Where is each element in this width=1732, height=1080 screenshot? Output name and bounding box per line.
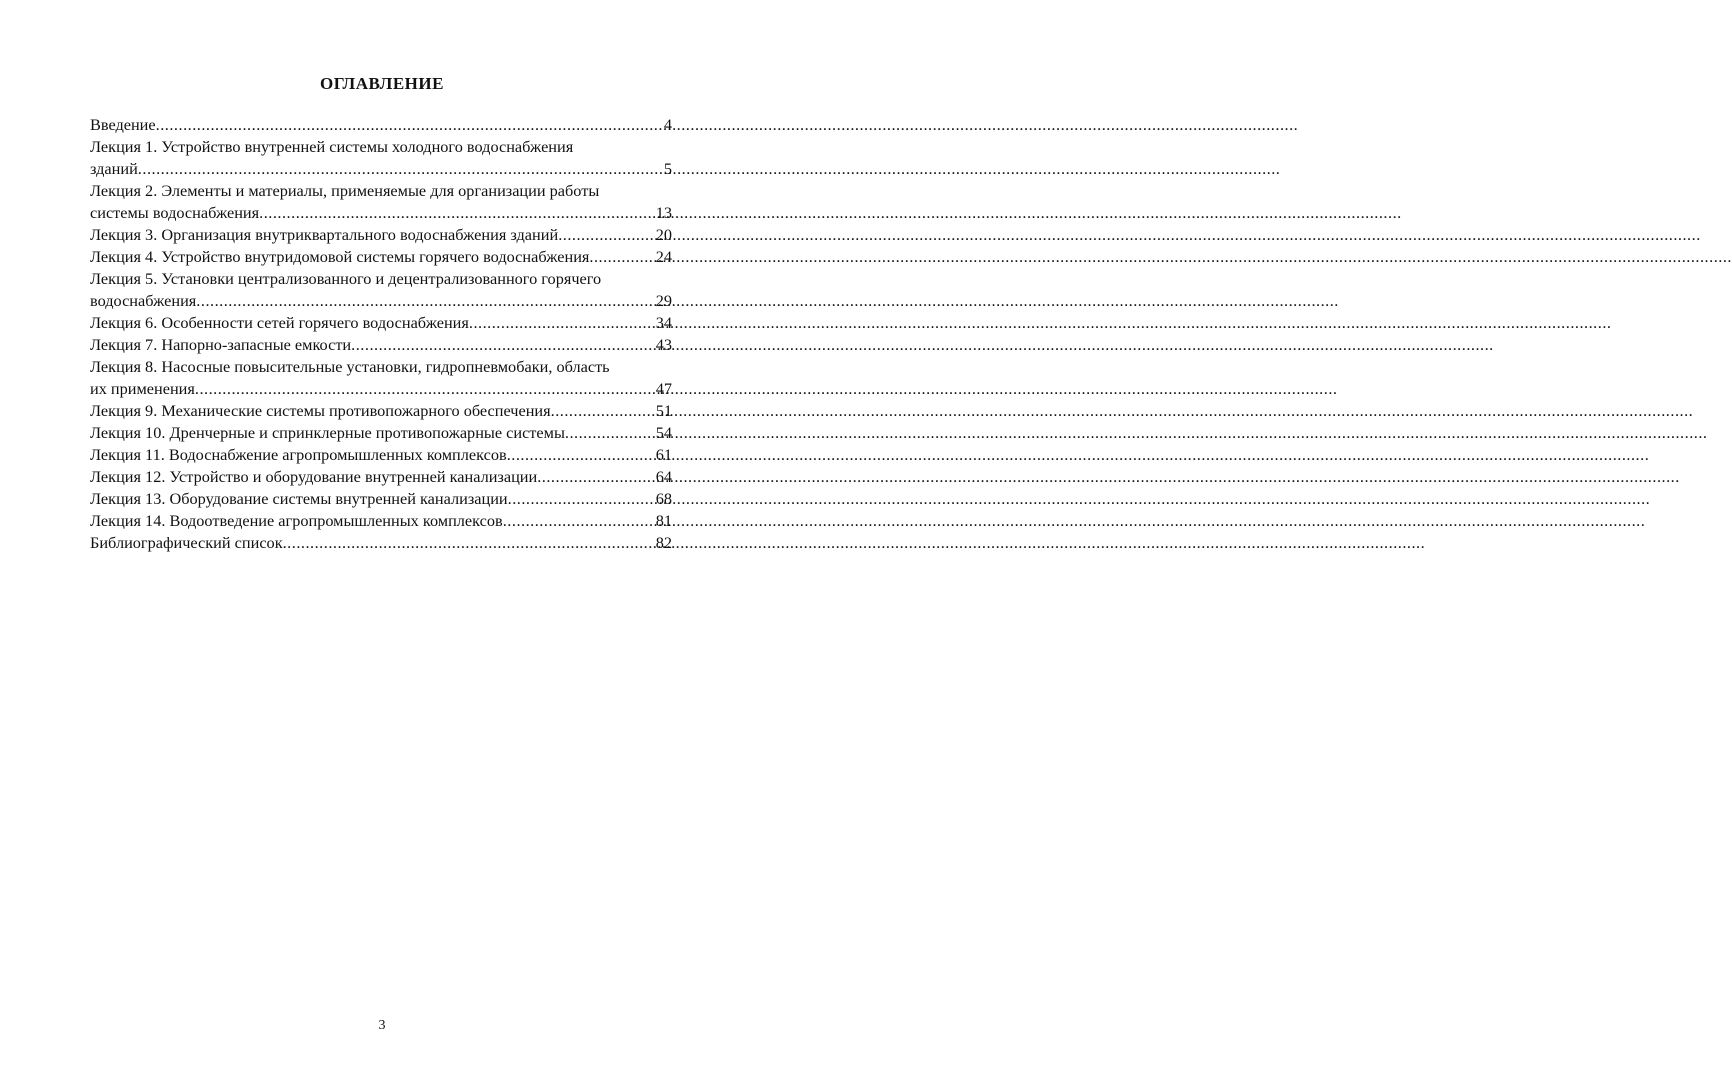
- toc-entry-page: 24: [655, 247, 672, 266]
- toc-entry-leader-line: [90, 532, 672, 554]
- toc-entry-title-line: Лекция 5. Установки централизованного и децентрализованного горячего: [90, 269, 602, 288]
- toc-entry-title: Лекция 11. Водоснабжение агропромышленных комплексов: [90, 445, 507, 464]
- toc-entry-leader-line: [90, 510, 672, 532]
- toc-entry[interactable]: [90, 312, 672, 334]
- toc-dot-leader: [195, 378, 655, 400]
- toc-dot-leader: [156, 114, 663, 136]
- toc-entry-page: 68: [655, 489, 672, 508]
- toc-dot-leader: [558, 224, 655, 246]
- toc-entry-leader-line: [90, 290, 672, 312]
- toc-entry-title: системы водоснабжения: [90, 203, 260, 222]
- toc-entry-title: Лекция 10. Дренчерные и спринклерные противопожарные системы: [90, 423, 565, 442]
- toc-entry-title: их применения: [90, 379, 195, 398]
- toc-entry-leader-line: [90, 400, 672, 422]
- toc-title: ОГЛАВЛЕНИЕ: [320, 74, 444, 93]
- toc-dot-leader: [507, 444, 655, 466]
- document-page: [0, 0, 764, 1080]
- toc-entry-page: 20: [655, 225, 672, 244]
- toc-entry[interactable]: [90, 444, 672, 466]
- toc-entry[interactable]: [90, 246, 672, 268]
- toc-entry-page: 54: [655, 423, 672, 442]
- toc-entry-title: водоснабжения: [90, 291, 197, 310]
- toc-entry-leader-line: [90, 114, 672, 136]
- toc-entry-leader-line: [90, 312, 672, 334]
- toc-entry-title-line: Лекция 2. Элементы и материалы, применяемые для организации работы: [90, 181, 600, 200]
- toc-dot-leader: [589, 246, 654, 268]
- toc-entry[interactable]: [90, 400, 672, 422]
- toc-entry-title-line: Лекция 1. Устройство внутренней системы холодного водоснабжения: [90, 137, 574, 156]
- toc-entry-title: Лекция 7. Напорно-запасные емкости: [90, 335, 352, 354]
- toc-entry-page: 61: [655, 445, 672, 464]
- toc-entry-leader-line: [90, 158, 672, 180]
- toc-entry[interactable]: [90, 268, 672, 312]
- toc-dot-leader: [259, 202, 655, 224]
- toc-dot-leader: [138, 158, 663, 180]
- toc-dot-leader: [565, 422, 655, 444]
- toc-entry-title: Лекция 3. Организация внутриквартального водоснабжения зданий: [90, 225, 559, 244]
- toc-entry[interactable]: [90, 422, 672, 444]
- toc-entry[interactable]: [90, 114, 672, 136]
- toc-entry-page: 64: [655, 467, 672, 486]
- toc-entry[interactable]: [90, 224, 672, 246]
- page-number: 3: [378, 1018, 386, 1033]
- toc-entry-page: 47: [655, 379, 672, 398]
- toc-entry-title: Лекция 12. Устройство и оборудование внутренней канализации: [90, 467, 538, 486]
- toc-dot-leader: [351, 334, 655, 356]
- toc-entry-page: 29: [655, 291, 672, 310]
- toc-entry-page: 81: [655, 511, 672, 530]
- toc-dot-leader: [503, 510, 655, 532]
- toc-entry-leader-line: [90, 224, 672, 246]
- toc-entry-leader-line: [90, 466, 672, 488]
- toc-entry[interactable]: [90, 180, 672, 224]
- toc-entry-page: 51: [655, 401, 672, 420]
- toc-entry-leader-line: [90, 334, 672, 356]
- toc-entry-leader-line: [90, 246, 672, 268]
- toc-entry[interactable]: [90, 466, 672, 488]
- toc-entry-title: зданий: [90, 159, 138, 178]
- toc-entry-leader-line: [90, 202, 672, 224]
- toc-entry-page: 13: [655, 203, 672, 222]
- toc-entry-title: Лекция 14. Водоотведение агропромышленных комплексов: [90, 511, 503, 530]
- toc-entry[interactable]: [90, 136, 672, 180]
- toc-entry[interactable]: [90, 334, 672, 356]
- toc-dot-leader: [551, 400, 655, 422]
- toc-dot-leader: [469, 312, 655, 334]
- toc-entry-leader-line: [90, 422, 672, 444]
- toc-entry[interactable]: [90, 532, 672, 554]
- toc-dot-leader: [508, 488, 655, 510]
- toc-dot-leader: [196, 290, 654, 312]
- toc-entry[interactable]: [90, 356, 672, 400]
- toc-entry[interactable]: [90, 488, 672, 510]
- toc-entry-title: Введение: [90, 115, 156, 134]
- toc-entry-page: 4: [663, 115, 672, 134]
- toc-entry-page: 43: [655, 335, 672, 354]
- table-of-contents: [90, 114, 672, 554]
- toc-dot-leader: [283, 532, 655, 554]
- toc-entry-leader-line: [90, 444, 672, 466]
- toc-entry[interactable]: [90, 510, 672, 532]
- toc-entry-leader-line: [90, 488, 672, 510]
- toc-entry-title: Лекция 4. Устройство внутридомовой системы горячего водоснабжения: [90, 247, 590, 266]
- toc-dot-leader: [537, 466, 655, 488]
- toc-entry-title: Лекция 9. Механические системы противопожарного обеспечения: [90, 401, 551, 420]
- toc-entry-page: 82: [655, 533, 672, 552]
- toc-entry-title: Лекция 13. Оборудование системы внутренней канализации: [90, 489, 508, 508]
- toc-entry-title: Лекция 6. Особенности сетей горячего водоснабжения: [90, 313, 469, 332]
- toc-entry-title-line: Лекция 8. Насосные повысительные установки, гидропневмобаки, область: [90, 357, 610, 376]
- toc-entry-page: 5: [663, 159, 672, 178]
- toc-entry-page: 34: [655, 313, 672, 332]
- toc-entry-leader-line: [90, 378, 672, 400]
- toc-entry-title: Библиографический список: [90, 533, 283, 552]
